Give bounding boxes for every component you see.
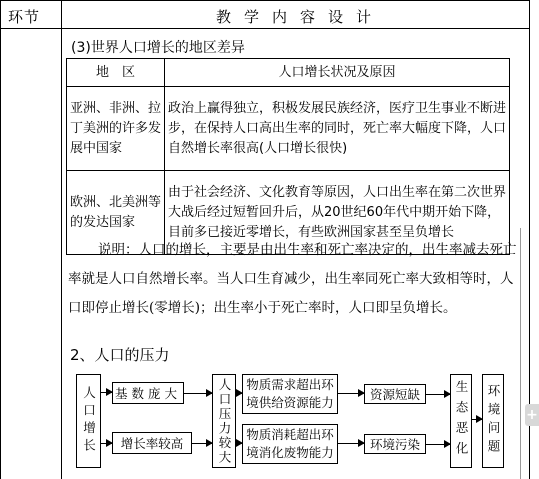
- section-title-population-pressure: 2、人口的压力: [70, 346, 170, 364]
- arrow: [192, 443, 212, 444]
- explanation-text: 说明：人口的增长，主要是由出生率和死亡率决定的，出生率减去死亡率就是人口自然增长率。当人口生育减少，出生率同死亡率大致相等时，人口即停止增长(零增长)；出生率小于死亡率时，人口即呈负增长。: [68, 242, 517, 316]
- section-title-regional-differences: (3)世界人口增长的地区差异: [71, 40, 245, 56]
- population-pressure-box: 人口压力较大: [212, 374, 236, 468]
- demand-exceeds-box: 物质需求超出环境供给资源能力: [242, 374, 338, 414]
- environmental-pollution-box: 环境污染: [364, 434, 426, 454]
- population-pressure-diagram: [66, 368, 526, 476]
- table-cell-region: 亚洲、非洲、拉丁美洲的许多发展中国家: [67, 87, 165, 171]
- column-divider: [61, 0, 62, 479]
- table-row: [67, 87, 510, 171]
- table-cell-region: 欧洲、北美洲等的发达国家: [67, 171, 165, 255]
- high-growth-rate-box: 增长率较高: [112, 432, 192, 454]
- arrow: [101, 392, 112, 393]
- arrow: [101, 443, 112, 444]
- table-cell-description: 由于社会经济、文化教育等原因，人口出生率在第二次世界大战后经过短暂回升后，从20世纪60年代中期开始下降，目前多已接近零增长，有些欧洲国家甚至呈负增长: [165, 171, 510, 255]
- table-header-region: 地 区: [67, 59, 165, 87]
- expand-button[interactable]: +: [525, 404, 539, 426]
- arrow: [184, 393, 212, 394]
- arrow: [338, 393, 364, 394]
- table-header-row: [67, 59, 510, 87]
- arrow: [426, 444, 450, 445]
- environmental-problems-box: 环境问题: [482, 374, 504, 468]
- table-header-description: 人口增长状况及原因: [165, 59, 510, 87]
- ecological-degradation-box: 生态恶化: [450, 374, 472, 468]
- arrow: [426, 394, 450, 395]
- arrow: [472, 419, 482, 420]
- regional-differences-table: [66, 58, 510, 255]
- arrow: [338, 443, 364, 444]
- table-cell-description: 政治上赢得独立，积极发展民族经济，医疗卫生事业不断进步，在保持人口高出生率的同时，死亡率大幅度下降，人口自然增长率很高(人口增长很快): [165, 87, 510, 171]
- header-bottom-border: [0, 28, 530, 29]
- section-column-header: 环节: [8, 8, 41, 26]
- large-base-box: 基数庞大: [112, 382, 184, 404]
- explanation-paragraph: [68, 236, 520, 323]
- population-growth-box: 人口增长: [76, 374, 101, 468]
- table-left-border: [0, 0, 1, 479]
- consumption-exceeds-box: 物质消耗超出环境消化废物能力: [242, 424, 338, 464]
- table-top-border: [0, 0, 530, 1]
- content-column-header: 教学内容设计: [215, 8, 384, 26]
- resource-shortage-box: 资源短缺: [364, 384, 426, 404]
